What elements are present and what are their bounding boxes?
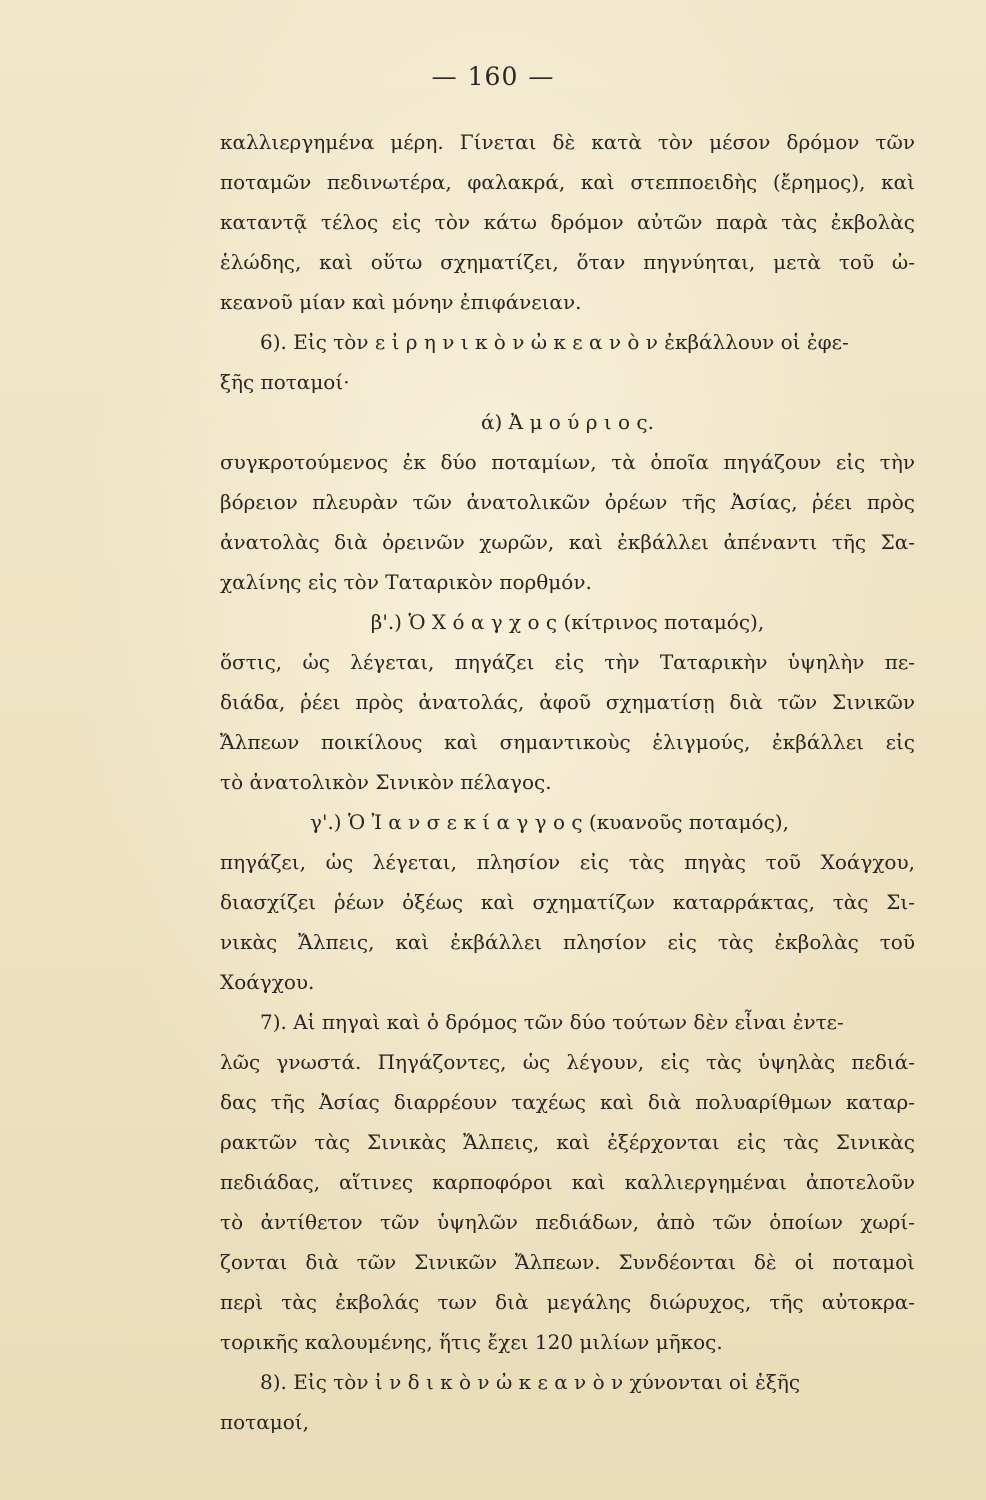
text-line: ὅστις, ὡς λέγεται, πηγάζει εἰς τὴν Ταταρικὴν ὑψηλὴν πε-: [220, 650, 915, 674]
text-line: καταντᾷ τέλος εἰς τὸν κάτω δρόμον αὐτῶν παρὰ τὰς ἐκβολὰς: [220, 210, 915, 234]
text-line: Ἄλπεων ποικίλους καὶ σημαντικοὺς ἑλιγμούς, ἐκβάλλει εἰς: [220, 730, 915, 754]
text-line: 8). Εἰς τὸν ἰ ν δ ι κ ὸ ν ὠ κ ε α ν ὸ ν χύνονται οἱ ἑξῆς: [260, 1370, 801, 1394]
text-line: τὸ ἀντίθετον τῶν ὑψηλῶν πεδιάδων, ἀπὸ τῶν ὁποίων χωρί-: [220, 1210, 915, 1234]
page-number-value: 160: [467, 62, 519, 91]
text-line: γ'.) Ὁ Ἰ α ν σ ε κ ί α γ γ ο ς (κυανοῦς ποταμός),: [310, 810, 789, 834]
text-line: ἀνατολὰς διὰ ὀρεινῶν χωρῶν, καὶ ἐκβάλλει ἀπέναντι τῆς Σα-: [220, 530, 915, 554]
text-line: κεανοῦ μίαν καὶ μόνην ἐπιφάνειαν.: [220, 290, 582, 314]
text-line: β'.) Ὁ Χ ό α γ χ ο ς (κίτρινος ποταμός),: [370, 610, 765, 634]
text-line: πεδιάδας, αἵτινες καρποφόροι καὶ καλλιεργημέναι ἀποτελοῦν: [220, 1170, 915, 1194]
text-line: Χοάγχου.: [220, 970, 315, 994]
text-line: 6). Εἰς τὸν ε ἰ ρ η ν ι κ ὸ ν ὠ κ ε α ν ὸ ν ἐκβάλλουν οἱ ἐφε-: [260, 330, 849, 354]
text-line: ποταμοί,: [220, 1410, 309, 1434]
text-line: δας τῆς Ἀσίας διαρρέουν ταχέως καὶ διὰ πολυαρίθμων καταρ-: [220, 1090, 915, 1114]
page-number-dash-right: —: [528, 62, 555, 91]
text-line: διασχίζει ῥέων ὀξέως καὶ σχηματίζων καταρράκτας, τὰς Σι-: [220, 890, 915, 914]
text-line: ποταμῶν πεδινωτέρα, φαλακρά, καὶ στεπποειδὴς (ἔρημος), καὶ: [220, 170, 915, 194]
text-line: χαλίνης εἰς τὸν Ταταρικὸν πορθμόν.: [220, 570, 592, 594]
text-line: τὸ ἀνατολικὸν Σινικὸν πέλαγος.: [220, 770, 552, 794]
text-line: ζονται διὰ τῶν Σινικῶν Ἄλπεων. Συνδέονται δὲ οἱ ποταμοὶ: [220, 1250, 915, 1274]
text-line: συγκροτούμενος ἐκ δύο ποταμίων, τὰ ὁποῖα πηγάζουν εἰς τὴν: [220, 450, 915, 474]
text-line: διάδα, ῥέει πρὸς ἀνατολάς, ἀφοῦ σχηματίσῃ διὰ τῶν Σινικῶν: [220, 690, 915, 714]
text-line: καλλιεργημένα μέρη. Γίνεται δὲ κατὰ τὸν μέσον δρόμον τῶν: [220, 130, 915, 154]
text-line: ξῆς ποταμοί·: [220, 370, 350, 394]
text-line: ά) Ἀ μ ο ύ ρ ι ο ς.: [480, 410, 654, 434]
text-line: βόρειον πλευρὰν τῶν ἀνατολικῶν ὀρέων τῆς Ἀσίας, ῥέει πρὸς: [220, 490, 915, 514]
text-line: τορικῆς καλουμένης, ἥτις ἔχει 120 μιλίων μῆκος.: [220, 1330, 723, 1354]
text-line: 7). Αἱ πηγαὶ καὶ ὁ δρόμος τῶν δύο τούτων δὲν εἶναι ἐντε-: [260, 1010, 844, 1034]
text-line: ρακτῶν τὰς Σινικὰς Ἄλπεις, καὶ ἐξέρχονται εἰς τὰς Σινικὰς: [220, 1130, 915, 1154]
body-text: [220, 122, 915, 1442]
text-line: ἑλώδης, καὶ οὕτω σχηματίζει, ὅταν πηγνύηται, μετὰ τοῦ ὠ-: [220, 250, 915, 274]
text-line: πηγάζει, ὡς λέγεται, πλησίον εἰς τὰς πηγὰς τοῦ Χοάγχου,: [220, 850, 915, 874]
text-line: περὶ τὰς ἐκβολάς των διὰ μεγάλης διώρυχος, τῆς αὐτοκρα-: [220, 1290, 915, 1314]
page-number: [0, 62, 986, 91]
text-line: λῶς γνωστά. Πηγάζοντες, ὡς λέγουν, εἰς τὰς ὑψηλὰς πεδιά-: [220, 1050, 915, 1074]
page-number-dash-left: —: [431, 62, 458, 91]
text-line: νικὰς Ἄλπεις, καὶ ἐκβάλλει πλησίον εἰς τὰς ἐκβολὰς τοῦ: [220, 930, 915, 954]
